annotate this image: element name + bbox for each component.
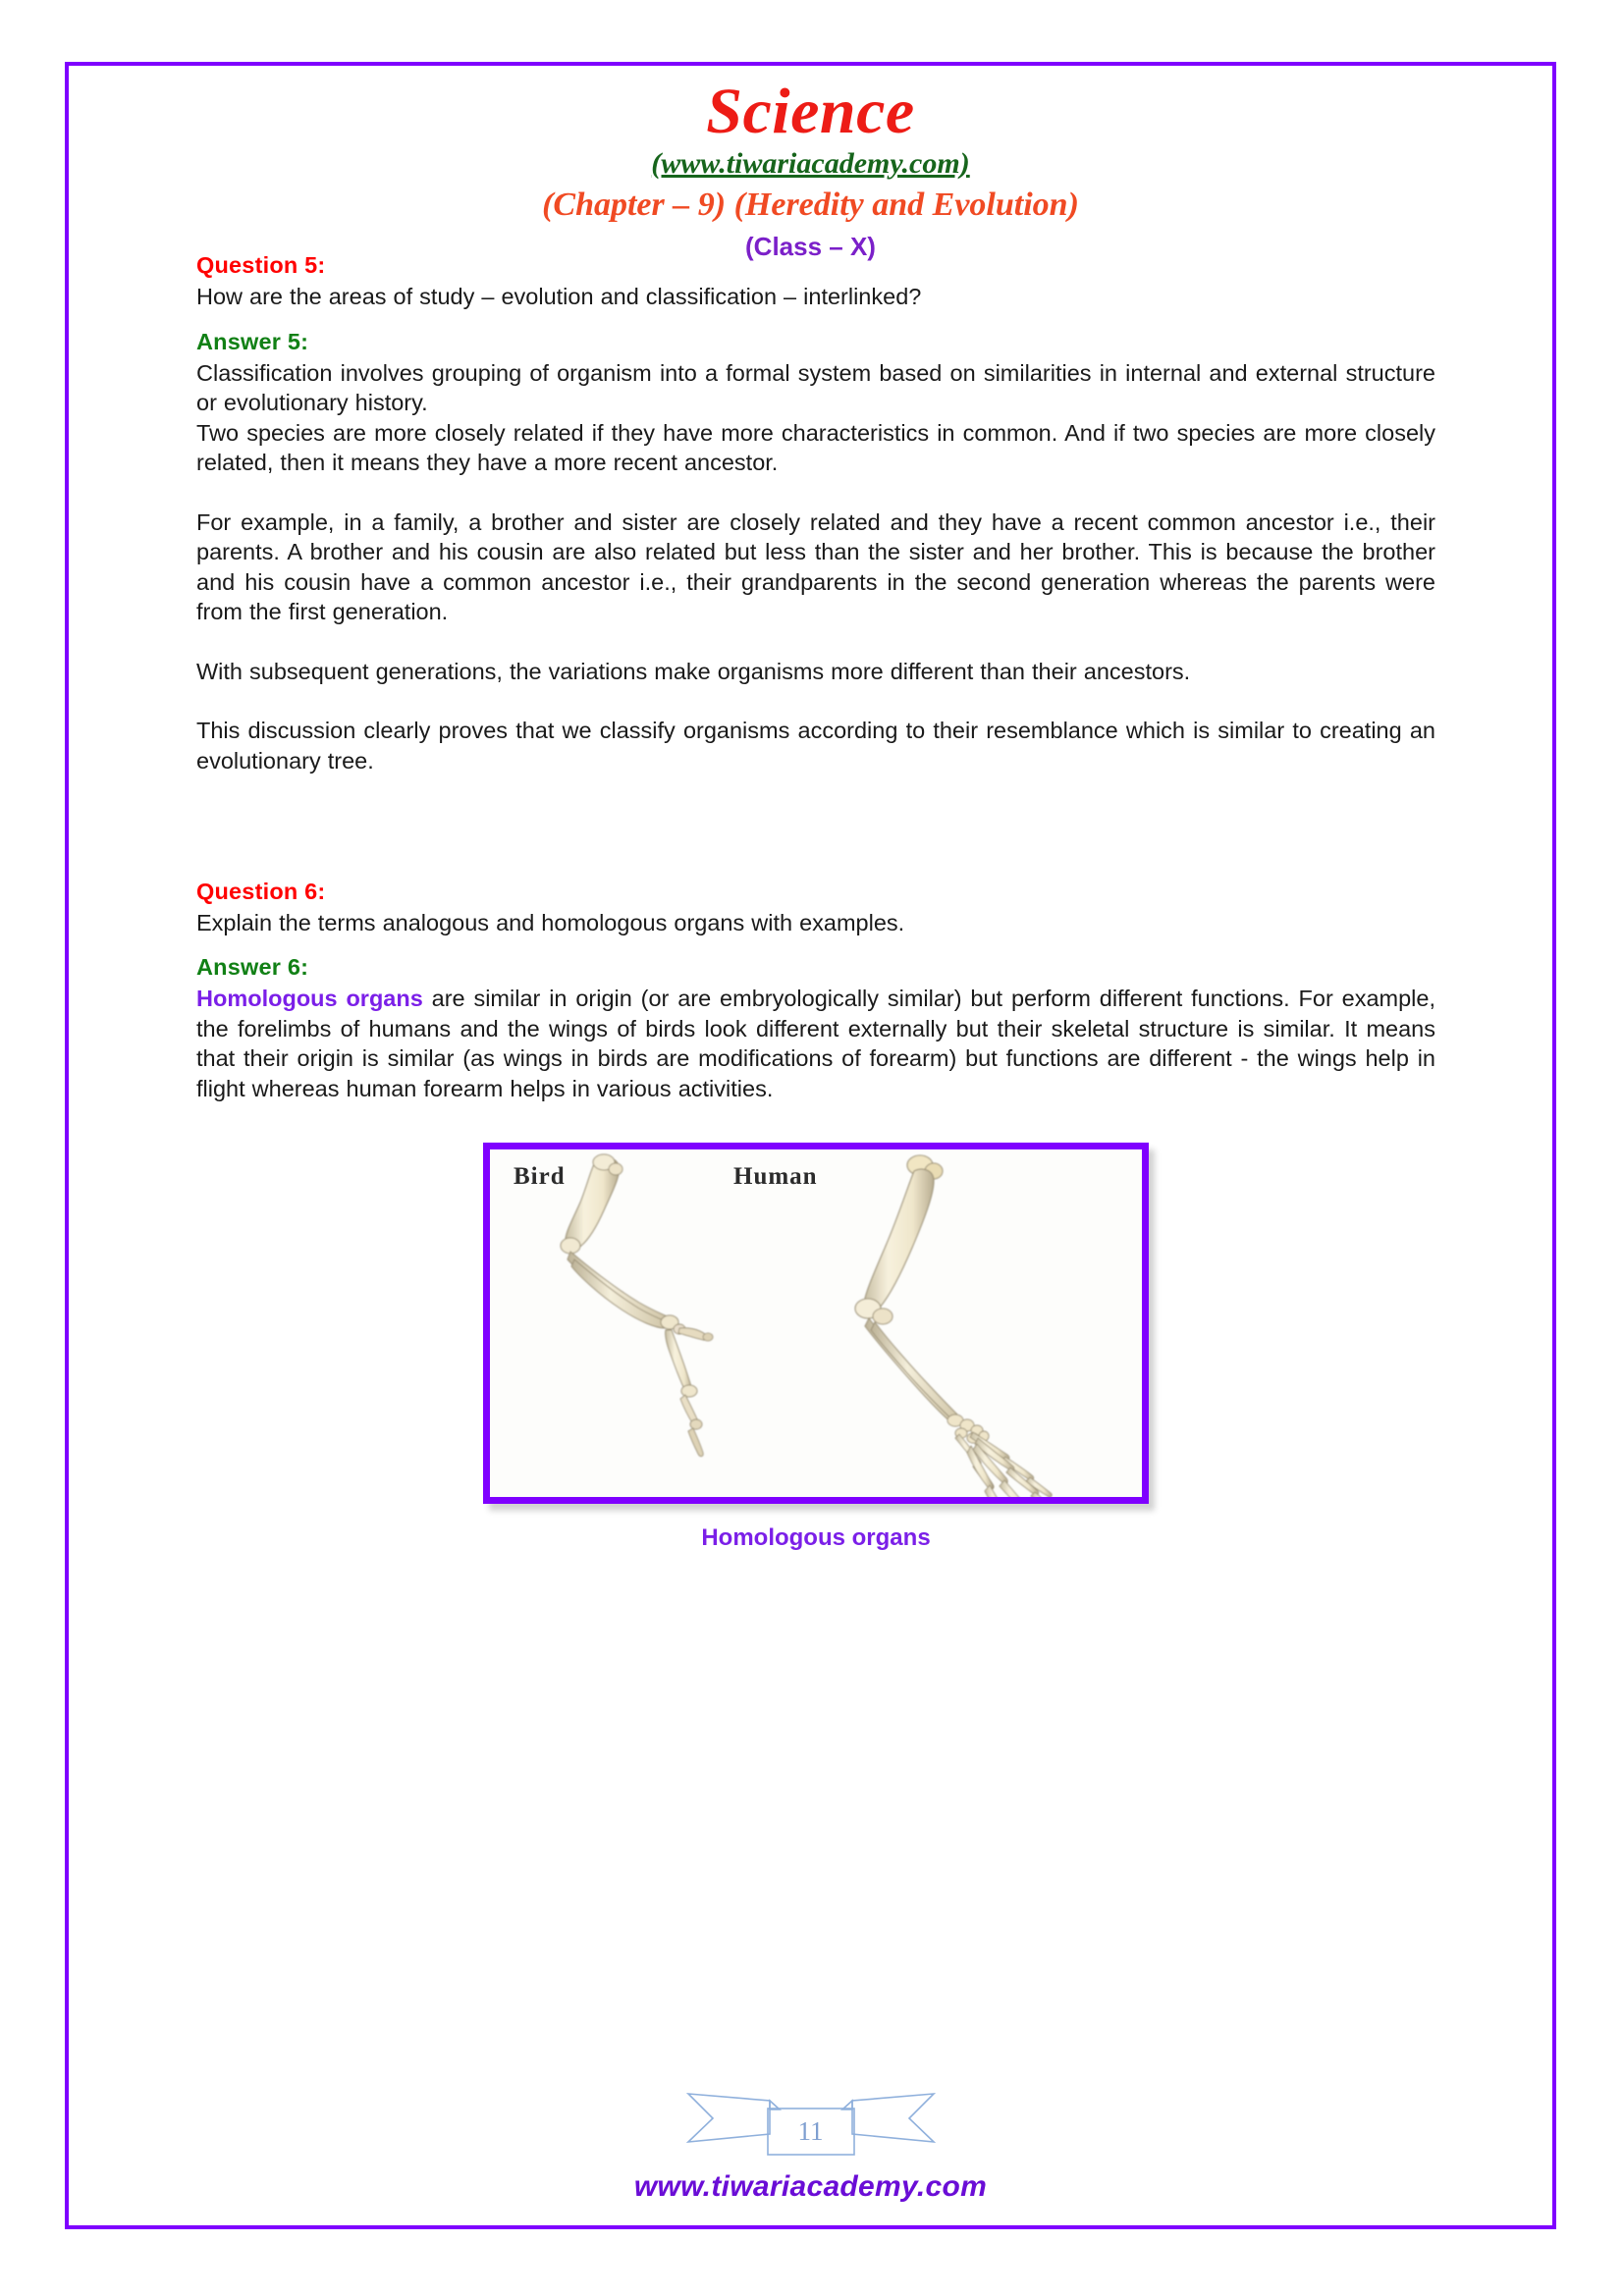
answer-6-paragraph-1 (196, 984, 1435, 1103)
spacer (196, 312, 1435, 329)
header-website-link[interactable]: (www.tiwariacademy.com) (651, 147, 970, 181)
spacer (196, 627, 1435, 657)
human-arm-skeleton (855, 1155, 1056, 1497)
spacer (196, 478, 1435, 507)
answer-5-paragraph-5: This discussion clearly proves that we classify organisms according to their resemblance which is similar to creating an evolutionary tree. (196, 718, 1435, 774)
document-body (196, 252, 1435, 1552)
figure-label-bird: Bird (514, 1163, 566, 1191)
figure-block (196, 1143, 1435, 1552)
homologous-organs-term: Homologous organs (196, 986, 423, 1012)
spacer (196, 686, 1435, 716)
homologous-organs-illustration (490, 1149, 1142, 1497)
question-5-heading: Question 5: (196, 252, 326, 278)
answer-5-paragraph-2: Two species are more closely related if they have more characteristics in common. And if two species are more closely related, then it means they have a more recent ancestor. (196, 419, 1435, 476)
skeleton-diagram-svg (490, 1149, 1142, 1497)
page-title: Science (706, 76, 915, 147)
document-footer (69, 2083, 1552, 2204)
answer-5-paragraph-4: With subsequent generations, the variations make organisms more different than their ancestors. (196, 658, 1191, 684)
answer-5-paragraph-3: For example, in a family, a brother and sister are closely related and they have a recent common ancestor i.e., their parents. A brother and his cousin are also related but less than the sister and her brother. This is because the brother and his cousin have a common ancestor i.e., their grandparents in the second generation whereas the parents were from the first generation. (196, 508, 1435, 625)
bird-wing-skeleton (561, 1154, 713, 1457)
header-chapter-title: (Chapter – 9) (Heredity and Evolution) (542, 187, 1079, 224)
figure-frame (483, 1143, 1149, 1504)
question-6-heading: Question 6: (196, 878, 326, 904)
answer-5-heading: Answer 5: (196, 328, 309, 354)
header-class-label: (Class – X) (745, 232, 876, 262)
figure-caption: Homologous organs (701, 1524, 931, 1552)
answer-6-body: are similar in origin (or are embryologically similar) but perform different functions. For example, the forelimbs of humans and the wings of birds look different externally but their skeletal structure is similar. It means that their origin is similar (as wings in birds are modifications of forearm) but functions are different - the wings help in flight whereas human forearm helps in various activities. (196, 986, 1435, 1101)
question-6-text: Explain the terms analogous and homologous organs with examples. (196, 909, 905, 935)
spacer (196, 937, 1435, 954)
ribbon-banner-icon (683, 2083, 939, 2166)
question-5-text: How are the areas of study – evolution and classification – interlinked? (196, 284, 922, 309)
document-page (65, 62, 1556, 2229)
figure-label-human: Human (733, 1163, 818, 1191)
page-number: 11 (797, 2116, 824, 2146)
answer-5-paragraph-1: Classification involves grouping of organism into a formal system based on similarities in internal and external structure or evolutionary history. (196, 359, 1435, 416)
spacer (196, 776, 1435, 879)
footer-website-link[interactable]: www.tiwariacademy.com (633, 2170, 988, 2203)
answer-6-heading: Answer 6: (196, 954, 309, 981)
document-header (69, 66, 1552, 262)
